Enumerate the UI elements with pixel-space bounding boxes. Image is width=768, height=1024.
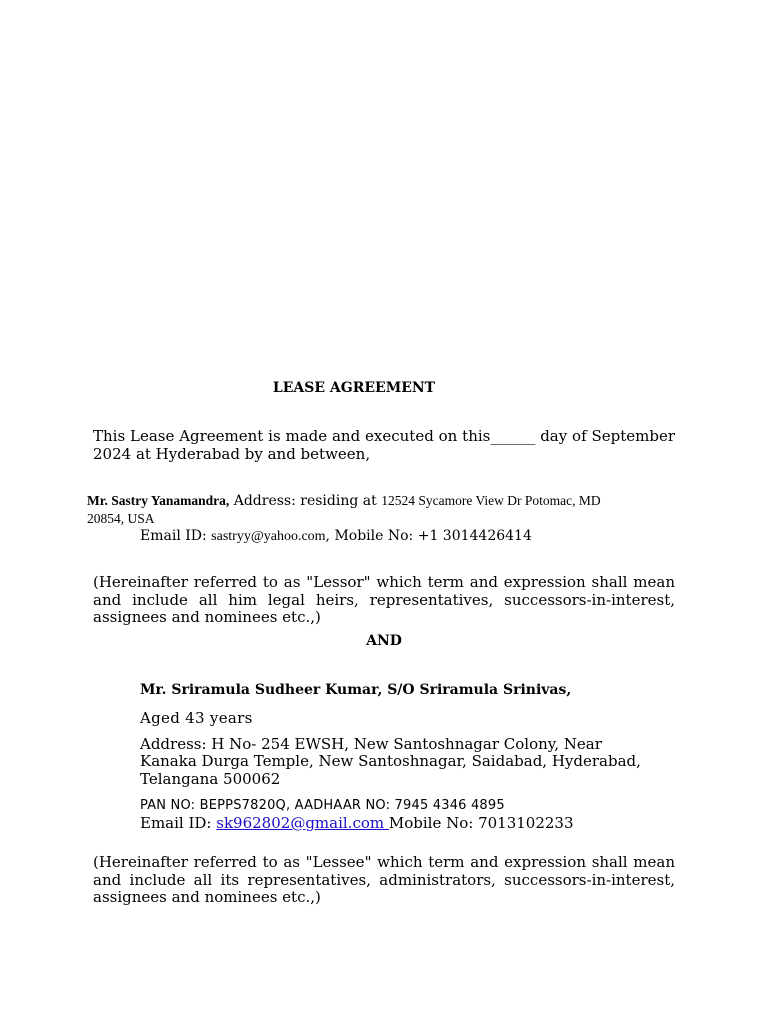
lessee-definition-paragraph: (Hereinafter referred to as "Lessee" which term and expression shall mean and include all its representatives, administrators, successors-in-interest, assignees and nominees etc.,)	[93, 853, 675, 906]
lessor-email: sastryy@yahoo.com	[211, 529, 326, 544]
lessor-address-line2: 20854, USA	[87, 511, 155, 526]
lessor-address-line1: 12524 Sycamore View Dr Potomac, MD	[381, 493, 601, 508]
lessee-email-link[interactable]: sk962802@gmail.com	[216, 814, 389, 832]
document-title: LEASE AGREEMENT	[272, 380, 436, 396]
lessee-name: Mr. Sriramula Sudheer Kumar, S/O Sriramula Srinivas,	[140, 682, 572, 698]
lessor-mobile: , Mobile No: +1 3014426414	[325, 528, 532, 544]
intro-paragraph: This Lease Agreement is made and executed on this______ day of September 2024 at Hyderabad by and between,	[93, 427, 675, 463]
lessor-definition-paragraph: (Hereinafter referred to as "Lessor" which term and expression shall mean and include all him legal heirs, representatives, successors-in-interest, assignees and nominees etc.,)	[93, 573, 675, 626]
lessee-age: Aged 43 years	[140, 709, 253, 727]
lessee-address: Address: H No- 254 EWSH, New Santoshnagar Colony, Near Kanaka Durga Temple, New Santoshnagar, Saidabad, Hyderabad, Telangana 500062	[140, 735, 641, 788]
lessor-contact	[140, 528, 532, 545]
and-label: AND	[366, 633, 402, 649]
lessee-email-label: Email ID:	[140, 814, 217, 832]
lessee-mobile: Mobile No: 7013102233	[388, 814, 574, 832]
lessee-ids: PAN NO: BEPPS7820Q, AADHAAR NO: 7945 4346 4895	[140, 798, 505, 813]
lessor-email-label: Email ID:	[140, 528, 212, 544]
lessor-name: Mr. Sastry Yanamandra,	[87, 493, 230, 508]
lessor-address-label: Address: residing at	[229, 493, 382, 509]
and-separator	[0, 633, 768, 649]
lessee-contact	[140, 814, 574, 832]
lessor-name-address	[87, 493, 601, 509]
